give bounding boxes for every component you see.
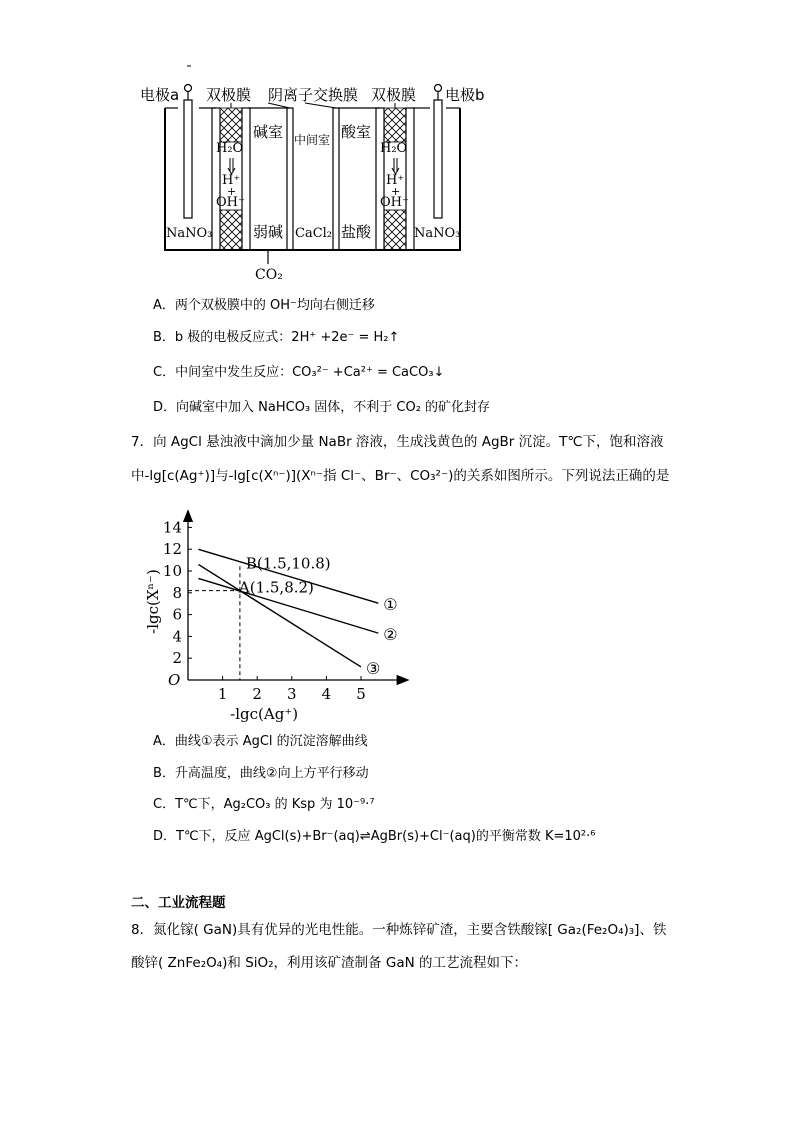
plus-left: + <box>227 185 237 198</box>
x-tick-label: 4 <box>321 685 332 703</box>
h2o-left: H₂O <box>216 141 244 156</box>
origin-label: O <box>168 671 181 689</box>
series-label-1: ① <box>383 595 398 615</box>
nano3-left: NaNO₃ <box>166 226 213 241</box>
hcl-label: 盐酸 <box>341 223 372 241</box>
section-2-title: 二、工业流程题 <box>131 895 226 911</box>
y-tick-label: 2 <box>172 649 182 668</box>
bipolar-left-label: 双极膜 <box>206 86 252 104</box>
series-label-2: ② <box>383 625 398 645</box>
q6-option-d: D．向碱室中加入 NaHCO₃ 固体，不利于 CO₂ 的矿化封存 <box>153 400 491 415</box>
x-tick-label: 3 <box>287 685 297 703</box>
x-tick-label: 2 <box>252 685 262 703</box>
y-tick-label: 12 <box>162 540 182 559</box>
series-label-3: ③ <box>366 658 381 678</box>
y-tick-label: 8 <box>172 583 182 602</box>
anion-membrane-1 <box>287 108 293 250</box>
co2-label: CO₂ <box>255 267 283 283</box>
q7-option-b: B．升高温度，曲线②向上方平行移动 <box>153 766 369 781</box>
q7-stem-line1: 7．向 AgCl 悬浊液中滴加少量 NaBr 溶液，生成浅黄色的 AgBr 沉淀。T℃下，饱和溶液 <box>131 434 664 450</box>
cacl2-label: CaCl₂ <box>295 226 333 241</box>
q8-line1: 8．氮化镓( GaN)具有优异的光电性能。一种炼锌矿渣，主要含铁酸镓[ Ga₂(Fe₂O₄)₃]、铁 <box>131 922 667 938</box>
y-tick-label: 10 <box>162 562 182 580</box>
y-tick-label: 6 <box>172 605 182 624</box>
solubility-chart <box>0 495 794 725</box>
annotation-a: A(1.5,8.2) <box>238 578 314 597</box>
y-tick-label: 4 <box>172 627 182 646</box>
alkali-room-label: 碱室 <box>253 123 284 141</box>
x-axis-label: -lgc(Ag⁺) <box>230 705 299 723</box>
bipolar-arrows-right <box>392 158 399 174</box>
electrode-b <box>434 85 442 219</box>
anion-membrane-label: 阴离子交换膜 <box>268 86 359 104</box>
weak-base-label: 弱碱 <box>253 223 284 241</box>
nano3-right: NaNO₃ <box>414 226 461 241</box>
bipolar-right-label: 双极膜 <box>371 86 417 104</box>
plus-right: + <box>391 185 401 198</box>
q7-option-c: C．T℃下，Ag₂CO₃ 的 Ksp 为 10⁻⁹·⁷ <box>153 797 375 812</box>
electrode-a <box>184 85 192 219</box>
middle-room-label: 中间室 <box>294 133 331 147</box>
h-plus-right: H⁺ <box>386 173 405 188</box>
acid-room-label: 酸室 <box>341 123 372 141</box>
x-tick-label: 1 <box>217 685 228 703</box>
bipolar-arrows-left <box>228 158 235 174</box>
oh-right: OH⁻ <box>380 195 409 210</box>
oh-left: OH⁻ <box>216 195 245 210</box>
h-plus-left: H⁺ <box>222 173 241 188</box>
q7-option-a: A．曲线①表示 AgCl 的沉淀溶解曲线 <box>153 734 368 749</box>
q7-option-d: D．T℃下，反应 AgCl(s)+Br⁻(aq)⇌AgBr(s)+Cl⁻(aq)的平衡常数 K=10²·⁶ <box>153 829 596 844</box>
electrode-a-label: 电极a <box>140 86 180 104</box>
electrode-b-label: 电极b <box>445 86 485 104</box>
q8-line2: 酸锌( ZnFe₂O₄)和 SiO₂，利用该矿渣制备 GaN 的工艺流程如下： <box>131 955 527 971</box>
y-axis-label: -lgc(Xⁿ⁻) <box>144 569 162 634</box>
anion-membrane-2 <box>333 108 339 250</box>
x-tick-label: 5 <box>356 685 366 703</box>
h2o-right: H₂O <box>380 141 408 156</box>
annotation-b: B(1.5,10.8) <box>245 554 331 573</box>
y-tick-label: 14 <box>162 518 182 537</box>
q6-option-c: C．中间室中发生反应：CO₃²⁻ +Ca²⁺ = CaCO₃↓ <box>153 365 445 380</box>
q7-stem-line2: 中-lg[c(Ag⁺)]与-lg[c(Xⁿ⁻)](Xⁿ⁻指 Cl⁻、Br⁻、CO₃²⁻)的关系如图所示。下列说法正确的是 <box>131 468 670 484</box>
q6-option-a: A．两个双极膜中的 OH⁻均向右侧迁移 <box>153 298 375 313</box>
q6-option-b: B．b 极的电极反应式：2H⁺ +2e⁻ = H₂↑ <box>153 330 400 345</box>
electrodialysis-diagram <box>0 0 794 295</box>
